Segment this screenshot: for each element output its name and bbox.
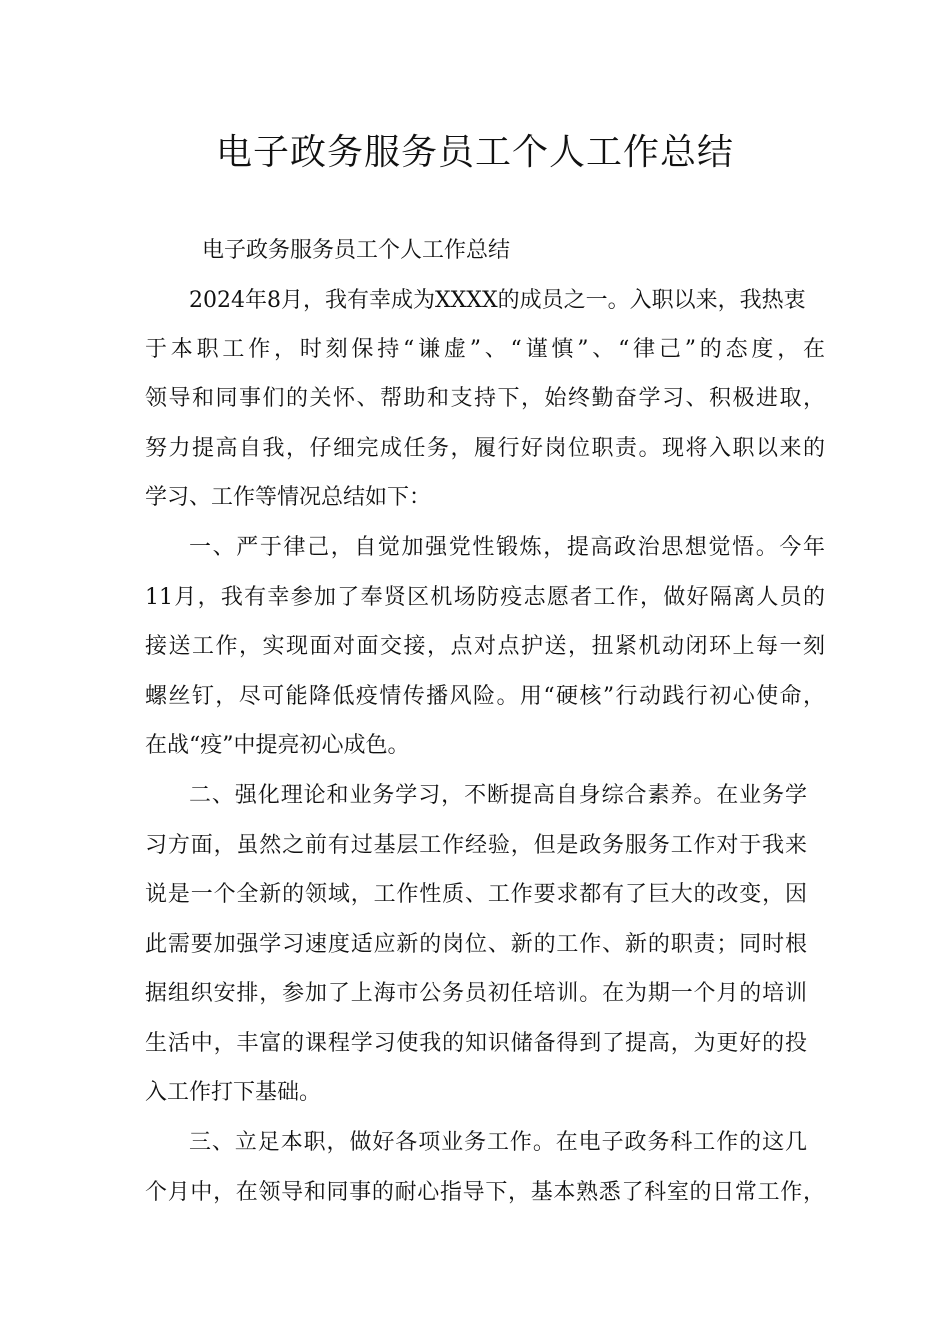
paragraph-line: 领导和同事们的关怀、帮助和支持下，始终勤奋学习、积极进取， bbox=[145, 386, 825, 411]
paragraph-line: 说是一个全新的领域，工作性质、工作要求都有了巨大的改变，因 bbox=[145, 882, 807, 907]
paragraph-line: 接送工作，实现面对面交接，点对点护送，扭紧机动闭环上每一刻 bbox=[145, 634, 825, 659]
paragraph-line: 习方面，虽然之前有过基层工作经验，但是政务服务工作对于我来 bbox=[145, 833, 807, 858]
paragraph-line: 在战“疫”中提亮初心成色。 bbox=[145, 733, 410, 758]
paragraph-line: 三、立足本职，做好各项业务工作。在电子政务科工作的这几 bbox=[189, 1130, 807, 1155]
paragraph-line: 于本职工作，时刻保持“谦虚”、“谨慎”、“律己”的态度，在 bbox=[145, 337, 825, 362]
paragraph-line: 螺丝钉，尽可能降低疫情传播风险。用“硬核”行动践行初心使命， bbox=[145, 684, 825, 709]
paragraph-line: 努力提高自我，仔细完成任务，履行好岗位职责。现将入职以来的 bbox=[145, 436, 825, 461]
subtitle-line: 电子政务服务员工个人工作总结 bbox=[202, 238, 511, 263]
paragraph-line: 11月，我有幸参加了奉贤区机场防疫志愿者工作，做好隔离人员的 bbox=[145, 585, 825, 610]
paragraph-line: 学习、工作等情况总结如下： bbox=[145, 485, 432, 510]
document-title: 电子政务服务员工个人工作总结 bbox=[215, 132, 734, 173]
paragraph-line: 2024年8月，我有幸成为XXXX的成员之一。入职以来，我热衷 bbox=[189, 288, 806, 313]
paragraph-line: 入工作打下基础。 bbox=[145, 1080, 322, 1105]
paragraph-line: 生活中，丰富的课程学习使我的知识储备得到了提高，为更好的投 bbox=[145, 1031, 807, 1056]
paragraph-line: 一、严于律己，自觉加强党性锻炼，提高政治思想觉悟。今年 bbox=[189, 535, 825, 560]
paragraph-line: 此需要加强学习速度适应新的岗位、新的工作、新的职责；同时根 bbox=[145, 932, 807, 957]
paragraph-line: 据组织安排，参加了上海市公务员初任培训。在为期一个月的培训 bbox=[145, 981, 807, 1006]
paragraph-line: 个月中，在领导和同事的耐心指导下，基本熟悉了科室的日常工作， bbox=[145, 1180, 825, 1205]
paragraph-line: 二、强化理论和业务学习，不断提高自身综合素养。在业务学 bbox=[189, 783, 807, 808]
